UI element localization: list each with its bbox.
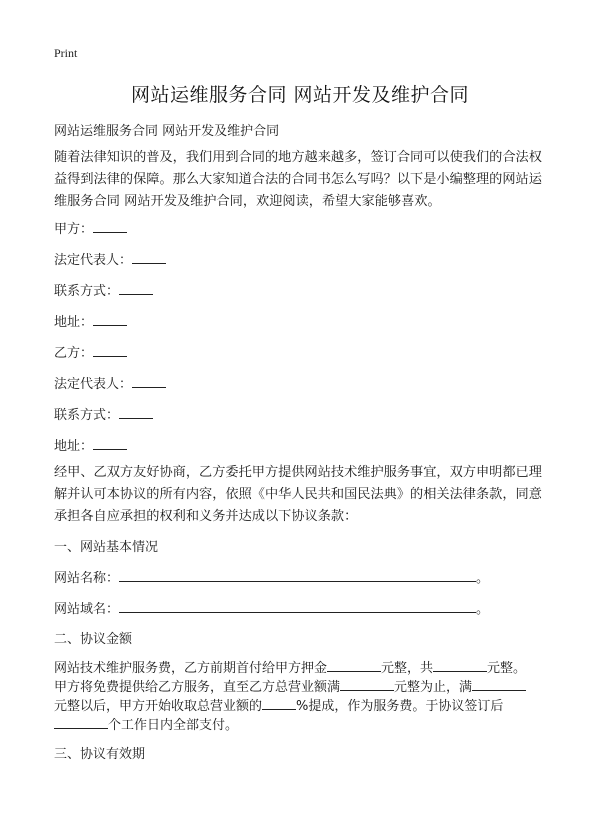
blank-line [472, 678, 526, 691]
text: 元整为止，满 [394, 680, 473, 695]
party-a-address-field [54, 311, 127, 330]
text: 网站技术维护服务费，乙方前期首付给甲方押金 [54, 661, 328, 676]
field-label: 地址： [54, 315, 94, 330]
blank-line [262, 697, 296, 710]
text: 元整。 [487, 661, 527, 676]
field-label: 乙方： [54, 346, 94, 361]
party-b-address-field [54, 435, 127, 454]
blank-line [93, 344, 127, 357]
blank-line [132, 375, 166, 388]
blank-line [119, 406, 153, 419]
intro-paragraph: 随着法律知识的普及，我们用到合同的地方越来越多，签订合同可以使我们的合法权益得到法律的保障。那么大家知道合法的合同书怎么写吗？以下是小编整理的网站运维服务合同 网站开发及维护合同，欢迎阅读，希望大家能够喜欢。 [54, 150, 542, 209]
text: 元整，共 [381, 661, 434, 676]
fee-line-3 [54, 697, 526, 716]
field-label: 网站域名： [54, 602, 120, 617]
site-domain-field [54, 598, 489, 617]
field-label: 法定代表人： [54, 377, 133, 392]
document-subtitle: 网站运维服务合同 网站开发及维护合同 [54, 124, 280, 139]
period: 。 [476, 571, 490, 586]
party-a-contact-field [54, 280, 153, 299]
field-label: 法定代表人： [54, 253, 133, 268]
blank-line [119, 569, 476, 582]
blank-line [327, 659, 381, 672]
fee-line-2 [54, 678, 526, 697]
blank-line [132, 251, 166, 264]
blank-line [433, 659, 487, 672]
blank-line [93, 313, 127, 326]
field-label: 地址： [54, 439, 94, 454]
document-title: 网站运维服务合同 网站开发及维护合同 [130, 84, 470, 106]
site-name-field [54, 567, 489, 586]
section-1-heading: 一、网站基本情况 [54, 540, 159, 555]
text: 个工作日内全部支付。 [108, 718, 239, 733]
section-3-heading: 三、协议有效期 [54, 747, 146, 762]
blank-line [93, 220, 127, 233]
print-label[interactable]: Print [54, 46, 78, 60]
field-label: 联系方式： [54, 284, 120, 299]
field-label: 网站名称： [54, 571, 120, 586]
period: 。 [476, 602, 490, 617]
blank-line [119, 282, 153, 295]
blank-line [54, 716, 108, 729]
party-a-rep-field [54, 249, 166, 268]
fee-line-1 [54, 659, 526, 678]
fee-line-4 [54, 716, 526, 735]
party-a-field [54, 218, 127, 237]
agreement-paragraph: 经甲、乙双方友好协商，乙方委托甲方提供网站技术维护服务事宜，双方申明都已理解并认可本协议的所有内容，依照《中华人民共和国民法典》的相关法律条款，同意承担各自应承担的权利和义务并达成以下协议条款： [54, 465, 542, 524]
blank-line [93, 437, 127, 450]
party-b-contact-field [54, 404, 153, 423]
party-b-field [54, 342, 127, 361]
text: 元整以后，甲方开始收取总营业额的 [54, 699, 263, 714]
text: 甲方将免费提供给乙方服务，直至乙方总营业额满 [54, 680, 341, 695]
text: %提成，作为服务费。于协议签订后 [296, 699, 504, 714]
fee-paragraph [54, 659, 526, 735]
blank-line [119, 600, 476, 613]
party-b-rep-field [54, 373, 166, 392]
field-label: 联系方式： [54, 408, 120, 423]
field-label: 甲方： [54, 222, 94, 237]
section-2-heading: 二、协议金额 [54, 632, 133, 647]
blank-line [340, 678, 394, 691]
